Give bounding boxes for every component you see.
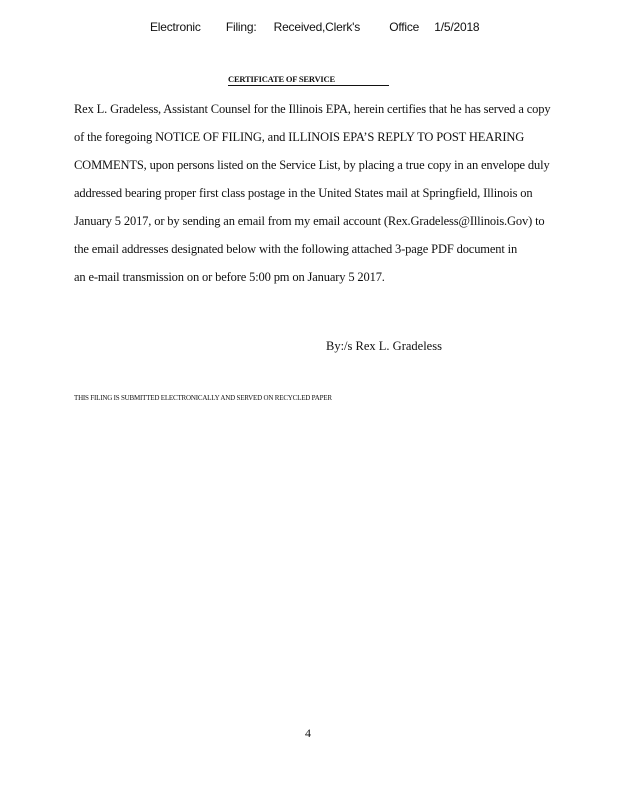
electronic-filing-header (150, 20, 479, 34)
certificate-line-1: Rex L. Gradeless, Assistant Counsel for the Illinois EPA, herein certifies that he has served a copy (74, 102, 551, 116)
header-received-clerks: Received,Clerk's (273, 20, 361, 34)
certificate-line-3: COMMENTS, upon persons listed on the Service List, by placing a true copy in an envelope duly (74, 158, 550, 172)
certificate-title: CERTIFICATE OF SERVICE (228, 74, 389, 86)
certificate-line-4: addressed bearing proper first class postage in the United States mail at Springfield, Illinois on (74, 186, 533, 200)
certificate-line-2: of the foregoing NOTICE OF FILING, and ILLINOIS EPA’S REPLY TO POST HEARING (74, 130, 525, 144)
recycled-paper-footnote: THIS FILING IS SUBMITTED ELECTRONICALLY AND SERVED ON RECYCLED PAPER (74, 394, 332, 402)
header-office: Office (389, 20, 420, 34)
certificate-line-6: the email addresses designated below with the following attached 3-page PDF document in (74, 242, 518, 256)
header-date: 1/5/2018 (434, 20, 480, 34)
page-number: 4 (305, 726, 311, 740)
certificate-line-7: an e-mail transmission on or before 5:00 pm on January 5 2017. (74, 270, 385, 284)
certificate-line-5: January 5 2017, or by sending an email from my email account (Rex.Gradeless@Illinois.Gov) to (74, 214, 545, 228)
header-filing: Filing: (225, 20, 257, 34)
header-electronic: Electronic (150, 20, 201, 34)
signature-line: By:/s Rex L. Gradeless (326, 339, 442, 353)
